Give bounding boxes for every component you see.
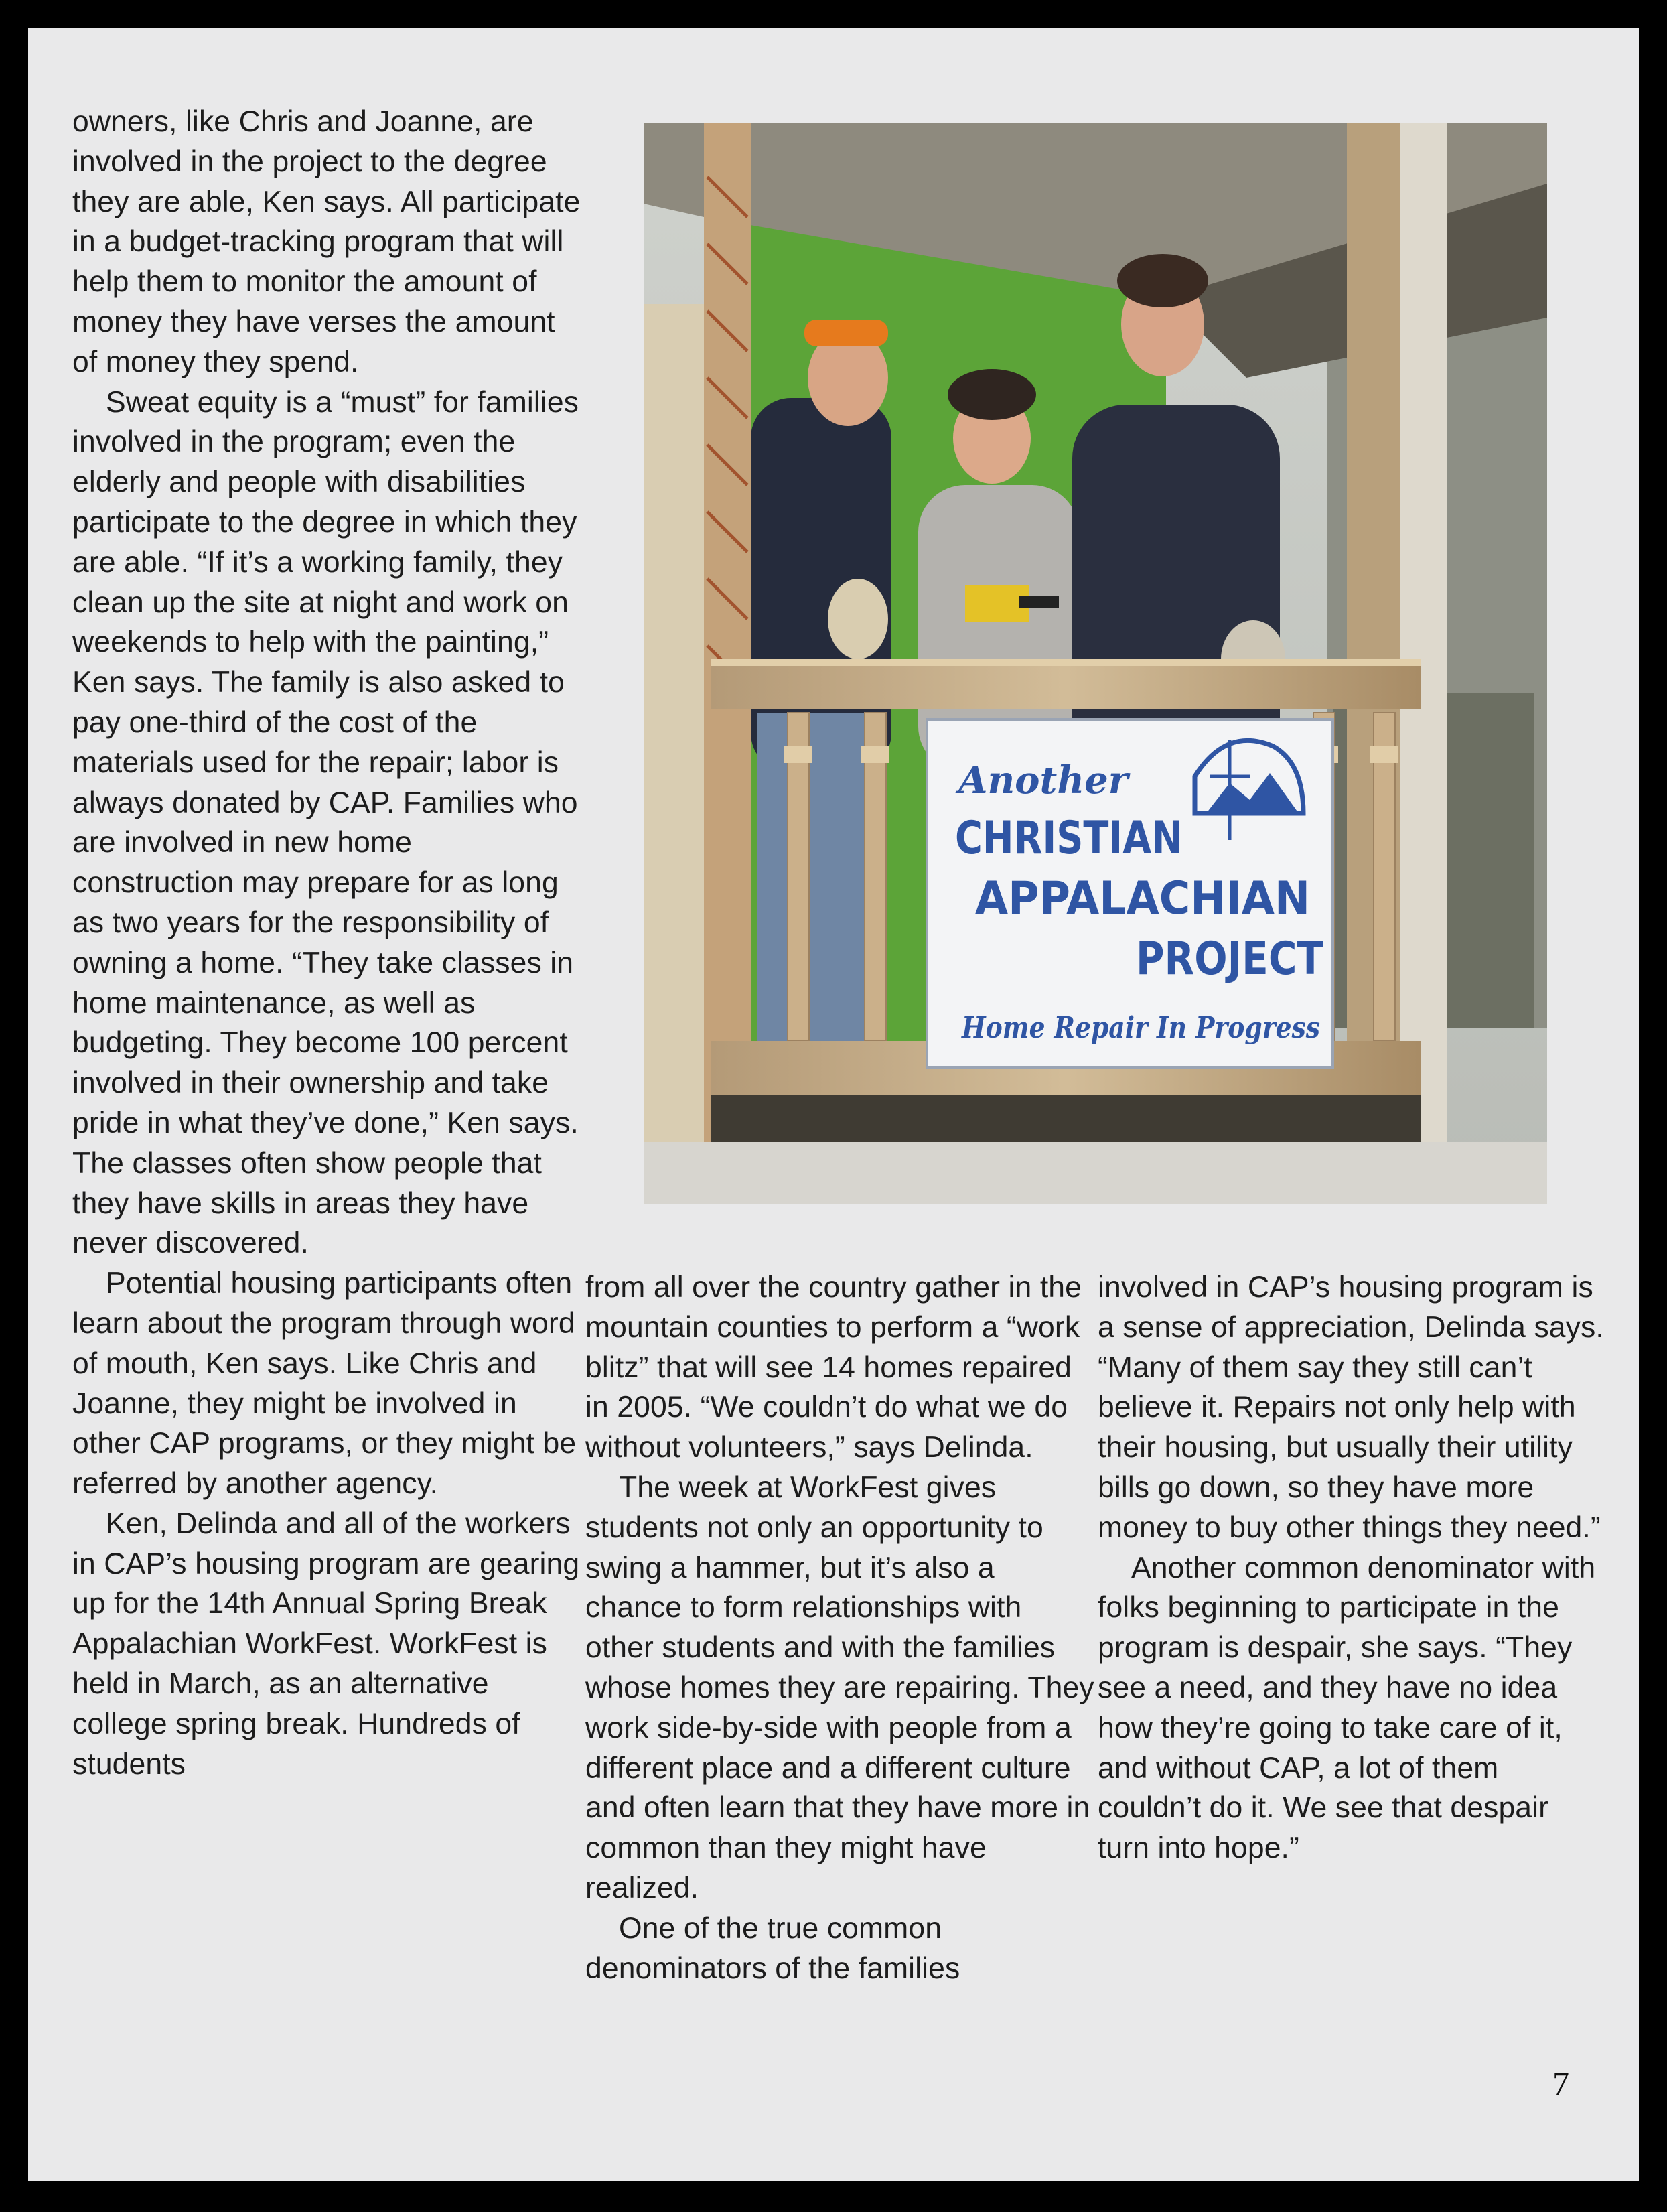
sign-line-christian: CHRISTIAN [955, 812, 1183, 865]
article-column-1 [72, 102, 581, 1784]
paragraph: owners, like Chris and Joanne, are involved in the project to the degree they are able, Ken says. All participate in a budget-tracking program that will help them to monitor the amount of money they have verses the amount of money they spend. [72, 105, 581, 378]
sign-line-home-repair: Home Repair In Progress [960, 1011, 1320, 1045]
paragraph: Potential housing participants often learn about the program through word of mouth, Ken says. Like Chris and Joanne, they might be involved in other CAP programs, or they might be referred by another agency. [72, 1267, 577, 1501]
paragraph: Ken, Delinda and all of the workers in CAP’s housing program are gearing up for the 14th Annual Spring Break Appalachian WorkFest. WorkFest is held in March, as an alternative college spring break. Hundreds of students [72, 1507, 580, 1781]
paragraph: involved in CAP’s housing program is a sense of appreciation, Delinda says. “Many of them say they still can’t believe it. Repairs not only help with their housing, but usually their utility bills go down, so they have more money to buy other things they need.” [1098, 1271, 1604, 1544]
paragraph: One of the true common denominators of the families [585, 1911, 960, 1985]
sign-line-another: Another [958, 758, 1129, 803]
article-column-2 [585, 1267, 1094, 1988]
article-column-3 [1098, 1267, 1607, 1868]
volunteers-porch-photo [644, 123, 1547, 1204]
sign-line-project: PROJECT [1136, 932, 1324, 985]
paragraph: Sweat equity is a “must” for families involved in the program; even the elderly and people with disabilities participate to the degree in which they are able. “If it’s a working family, they clean up the site at night and work on weekends to help with the painting,” Ken says. The family is also asked to pay one-third of the cost of the materials used for the repair; labor is always donated by CAP. Families who are involved in new home construction may prepare for as long as two years for the responsibility of owning a home. “They take classes in home maintenance, as well as budgeting. They become 100 percent involved in their ownership and take pride in what they’ve done,” Ken says. The classes often show people that they have skills in areas they have never discovered. [72, 385, 579, 1260]
paragraph: from all over the country gather in the mountain counties to perform a “work blitz” that will see 14 homes repaired in 2005. “We couldn’t do what we do without volunteers,” says Delinda. [585, 1271, 1082, 1464]
paragraph: Another common denominator with folks beginning to participate in the program is despair, she says. “They see a need, and they have no idea how they’re going to take care of it, and without CAP, a lot of them couldn’t do it. We see that despair turn into hope.” [1098, 1551, 1596, 1865]
page-number: 7 [1552, 2065, 1569, 2102]
paragraph: The week at WorkFest gives students not only an opportunity to swing a hammer, but it’s also a chance to form relationships with other students and with the families whose homes they are repairing. They work side-by-side with people from a different place and a different culture and often learn that they have more in common than they might have realized. [585, 1470, 1094, 1905]
sign-line-appalachian: APPALACHIAN [975, 872, 1310, 925]
magazine-page [28, 28, 1639, 2181]
